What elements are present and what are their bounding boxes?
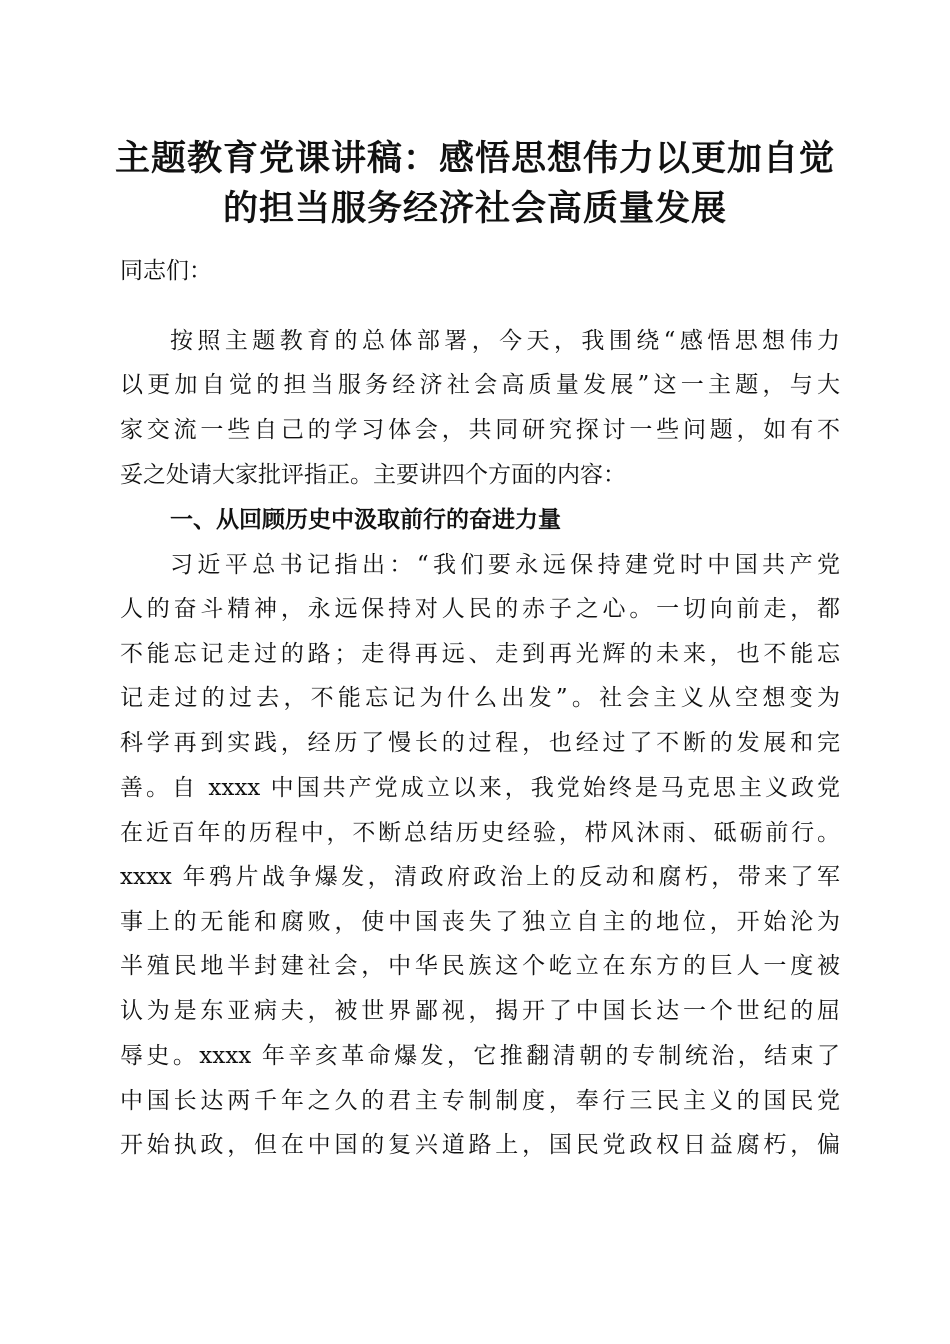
intro-line-2: 以更加自觉的担当服务经济社会高质量发展”这一主题，与大 xyxy=(120,372,840,398)
paragraph-line-3: 不能忘记走过的路；走得再远、走到再光辉的未来，也不能忘 xyxy=(120,641,840,667)
paragraph-line-10: 半殖民地半封建社会，中华民族这个屹立在东方的巨人一度被 xyxy=(120,953,840,979)
paragraph-line-9: 事上的无能和腐败，使中国丧失了独立自主的地位，开始沦为 xyxy=(120,909,840,935)
paragraph-line-12: 辱史。xxxx 年辛亥革命爆发，它推翻清朝的专制统治，结束了 xyxy=(120,1043,840,1069)
paragraph-line-7: 在近百年的历程中，不断总结历史经验，栉风沐雨、砥砺前行。 xyxy=(120,820,840,846)
intro-line-3: 家交流一些自己的学习体会，共同研究探讨一些问题，如有不 xyxy=(120,417,840,443)
document-title xyxy=(100,134,850,234)
salutation: 同志们： xyxy=(120,258,212,284)
paragraph-line-14: 开始执政，但在中国的复兴道路上，国民党政权日益腐朽，偏 xyxy=(120,1132,840,1158)
paragraph-line-4: 记走过的过去，不能忘记为什么出发”。社会主义从空想变为 xyxy=(120,685,840,711)
paragraph-line-8: xxxx 年鸦片战争爆发，清政府政治上的反动和腐朽，带来了军 xyxy=(120,864,840,890)
paragraph-line-13: 中国长达两千年之久的君主专制制度，奉行三民主义的国民党 xyxy=(120,1088,840,1114)
paragraph-line-11: 认为是东亚病夫，被世界鄙视，揭开了中国长达一个世纪的屈 xyxy=(120,998,840,1024)
title-line-1: 主题教育党课讲稿：感悟思想伟力以更加自觉 xyxy=(114,138,835,179)
title-line-2: 的担当服务经济社会高质量发展 xyxy=(222,188,727,229)
intro-line-4: 妥之处请大家批评指正。主要讲四个方面的内容： xyxy=(120,462,626,488)
paragraph-line-1: 习近平总书记指出：“我们要永远保持建党时中国共产党 xyxy=(170,552,840,578)
paragraph-line-6: 善。自 xxxx 中国共产党成立以来，我党始终是马克思主义政党 xyxy=(120,775,840,801)
intro-line-1: 按照主题教育的总体部署，今天，我围绕“感悟思想伟力 xyxy=(170,328,840,354)
section-heading-1: 一、从回顾历史中汲取前行的奋进力量 xyxy=(170,507,561,533)
paragraph-line-5: 科学再到实践，经历了慢长的过程，也经过了不断的发展和完 xyxy=(120,730,840,756)
paragraph-line-2: 人的奋斗精神，永远保持对人民的赤子之心。一切向前走，都 xyxy=(120,596,840,622)
